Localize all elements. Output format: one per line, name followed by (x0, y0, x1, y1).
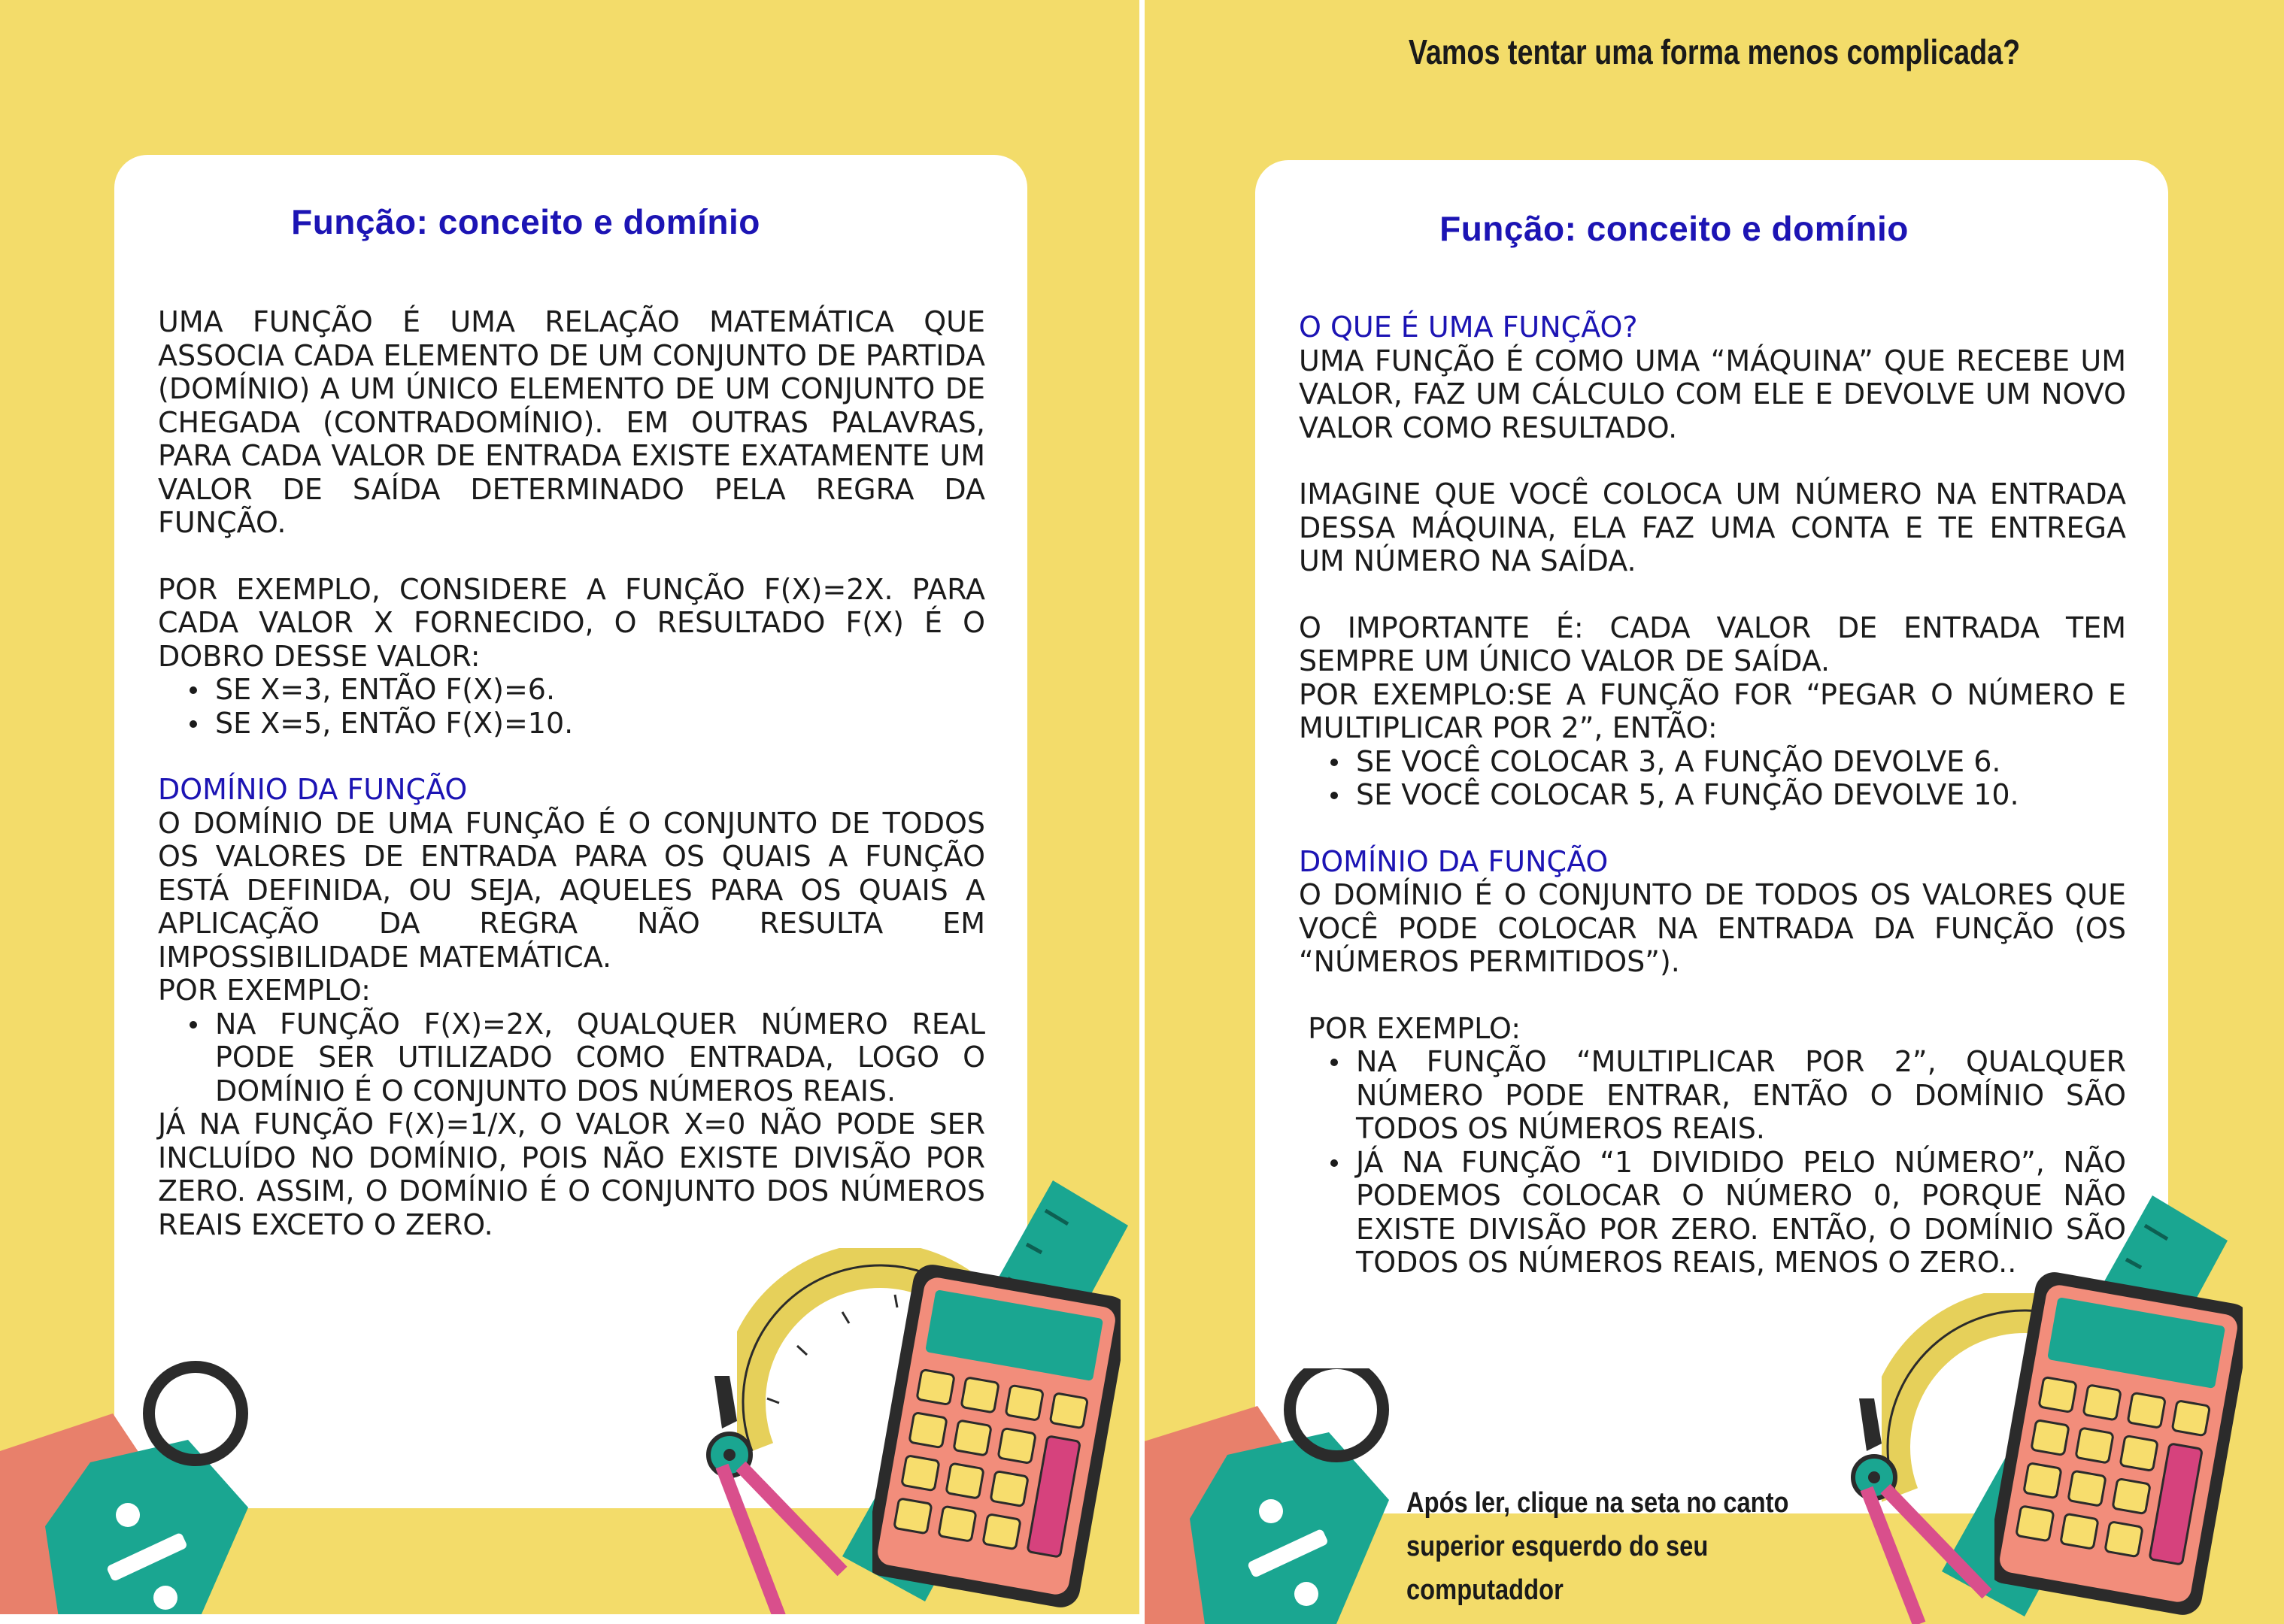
machine-paragraph: UMA FUNÇÃO É COMO UMA “MÁQUINA” QUE RECEBE UM VALOR, FAZ UM CÁLCULO COM ELE E DEVOLVE UM NOVO VALOR COMO RESULTADO. (1299, 344, 2126, 444)
imagine-paragraph: IMAGINE QUE VOCÊ COLOCA UM NÚMERO NA ENTRADA DESSA MÁQUINA, ELA FAZ UMA CONTA E TE ENTREGA UM NÚMERO NA SAÍDA. (1299, 477, 2126, 577)
list-item: SE X=5, ENTÃO F(X)=10. (215, 707, 985, 741)
definition-paragraph: UMA FUNÇÃO É UMA RELAÇÃO MATEMÁTICA QUE ASSOCIA CADA ELEMENTO DE UM CONJUNTO DE PARTIDA (DOMÍNIO) A UM ÚNICO ELEMENTO DE UM CONJUNTO DE CHEGADA (CONTRADOMÍNIO). EM OUTRAS PALAVRAS, PARA CADA VALOR DE ENTRADA EXISTE EXATAMENTE UM VALOR DE SAÍDA DETERMINADO PELA REGRA DA FUNÇÃO. (158, 305, 985, 539)
list-item: SE VOCÊ COLOCAR 5, A FUNÇÃO DEVOLVE 10. (1356, 778, 2126, 812)
instruction-line: Após ler, clique na seta no canto (1406, 1487, 1789, 1519)
calculator-icon (872, 1263, 1121, 1609)
price-tag-icon (0, 1331, 316, 1614)
instruction-note (1406, 1481, 1859, 1612)
example-paragraph: POR EXEMPLO, CONSIDERE A FUNÇÃO F(X)=2X. PARA CADA VALOR X FORNECIDO, O RESULTADO F(X) É O DOBRO DESSE VALOR: (158, 572, 985, 673)
compass-icon (669, 1376, 865, 1614)
list-item: SE VOCÊ COLOCAR 3, A FUNÇÃO DEVOLVE 6. (1356, 745, 2126, 779)
domain-paragraph: O DOMÍNIO É O CONJUNTO DE TODOS OS VALORES QUE VOCÊ PODE COLOCAR NA ENTRADA DA FUNÇÃO (OS “NÚMEROS PERMITIDOS”). (1299, 878, 2126, 978)
example-label: POR EXEMPLO: (1299, 1011, 1521, 1045)
list-item: NA FUNÇÃO “MULTIPLICAR POR 2”, QUALQUER NÚMERO PODE ENTRAR, ENTÃO O DOMÍNIO SÃO TODOS OS NÚMEROS REAIS. (1356, 1045, 2126, 1145)
card-body (158, 305, 985, 1241)
domain-example-list (158, 1007, 985, 1108)
example-paragraph: POR EXEMPLO:SE A FUNÇÃO FOR “PEGAR O NÚMERO E MULTIPLICAR POR 2”, ENTÃO: (1299, 677, 2126, 744)
card-body (1299, 311, 2126, 1280)
card-title: Função: conceito e domínio (291, 202, 760, 241)
example-label: POR EXEMPLO: (158, 974, 371, 1007)
left-page (0, 0, 1139, 1614)
example-list (158, 673, 985, 740)
section-heading: O QUE É UMA FUNÇÃO? (1299, 311, 1638, 344)
right-page (1145, 0, 2284, 1624)
list-item: NA FUNÇÃO F(X)=2X, QUALQUER NÚMERO REAL PODE SER UTILIZADO COMO ENTRADA, LOGO O DOMÍNIO É O CONJUNTO DOS NÚMEROS REAIS. (215, 1007, 985, 1107)
calculator-icon (1994, 1271, 2243, 1616)
card-title: Função: conceito e domínio (1439, 209, 1909, 248)
instruction-line: superior esquerdo do seu computaddor (1406, 1531, 1709, 1606)
important-paragraph: O IMPORTANTE É: CADA VALOR DE ENTRADA TEM SEMPRE UM ÚNICO VALOR DE SAÍDA. (1299, 611, 2126, 677)
section-heading: DOMÍNIO DA FUNÇÃO (158, 773, 468, 806)
intro-note: Vamos tentar uma forma menos complicada? (1408, 32, 2021, 71)
domain-exception-paragraph: JÁ NA FUNÇÃO F(X)=1/X, O VALOR X=0 NÃO PODE SER INCLUÍDO NO DOMÍNIO, POIS NÃO EXISTE DIVISÃO POR ZERO. ASSIM, O DOMÍNIO É O CONJUNTO DOS NÚMEROS REAIS EXCETO O ZERO. (158, 1107, 985, 1241)
list-item: JÁ NA FUNÇÃO “1 DIVIDIDO PELO NÚMERO”, NÃO PODEMOS COLOCAR O NÚMERO 0, PORQUE NÃO EXISTE DIVISÃO POR ZERO. ENTÃO, O DOMÍNIO SÃO TODOS OS NÚMEROS REAIS, MENOS O ZERO.. (1356, 1145, 2126, 1279)
example-list (1299, 745, 2126, 812)
compass-icon (1814, 1398, 2009, 1624)
domain-paragraph: O DOMÍNIO DE UMA FUNÇÃO É O CONJUNTO DE TODOS OS VALORES DE ENTRADA PARA OS QUAIS A FUNÇÃO ESTÁ DEFINIDA, OU SEJA, AQUELES PARA OS QUAIS A APLICAÇÃO DA REGRA NÃO RESULTA EM IMPOSSIBILIDADE MATEMÁTICA. (158, 806, 985, 974)
list-item: SE X=3, ENTÃO F(X)=6. (215, 673, 985, 707)
section-heading: DOMÍNIO DA FUNÇÃO (1299, 844, 1609, 878)
